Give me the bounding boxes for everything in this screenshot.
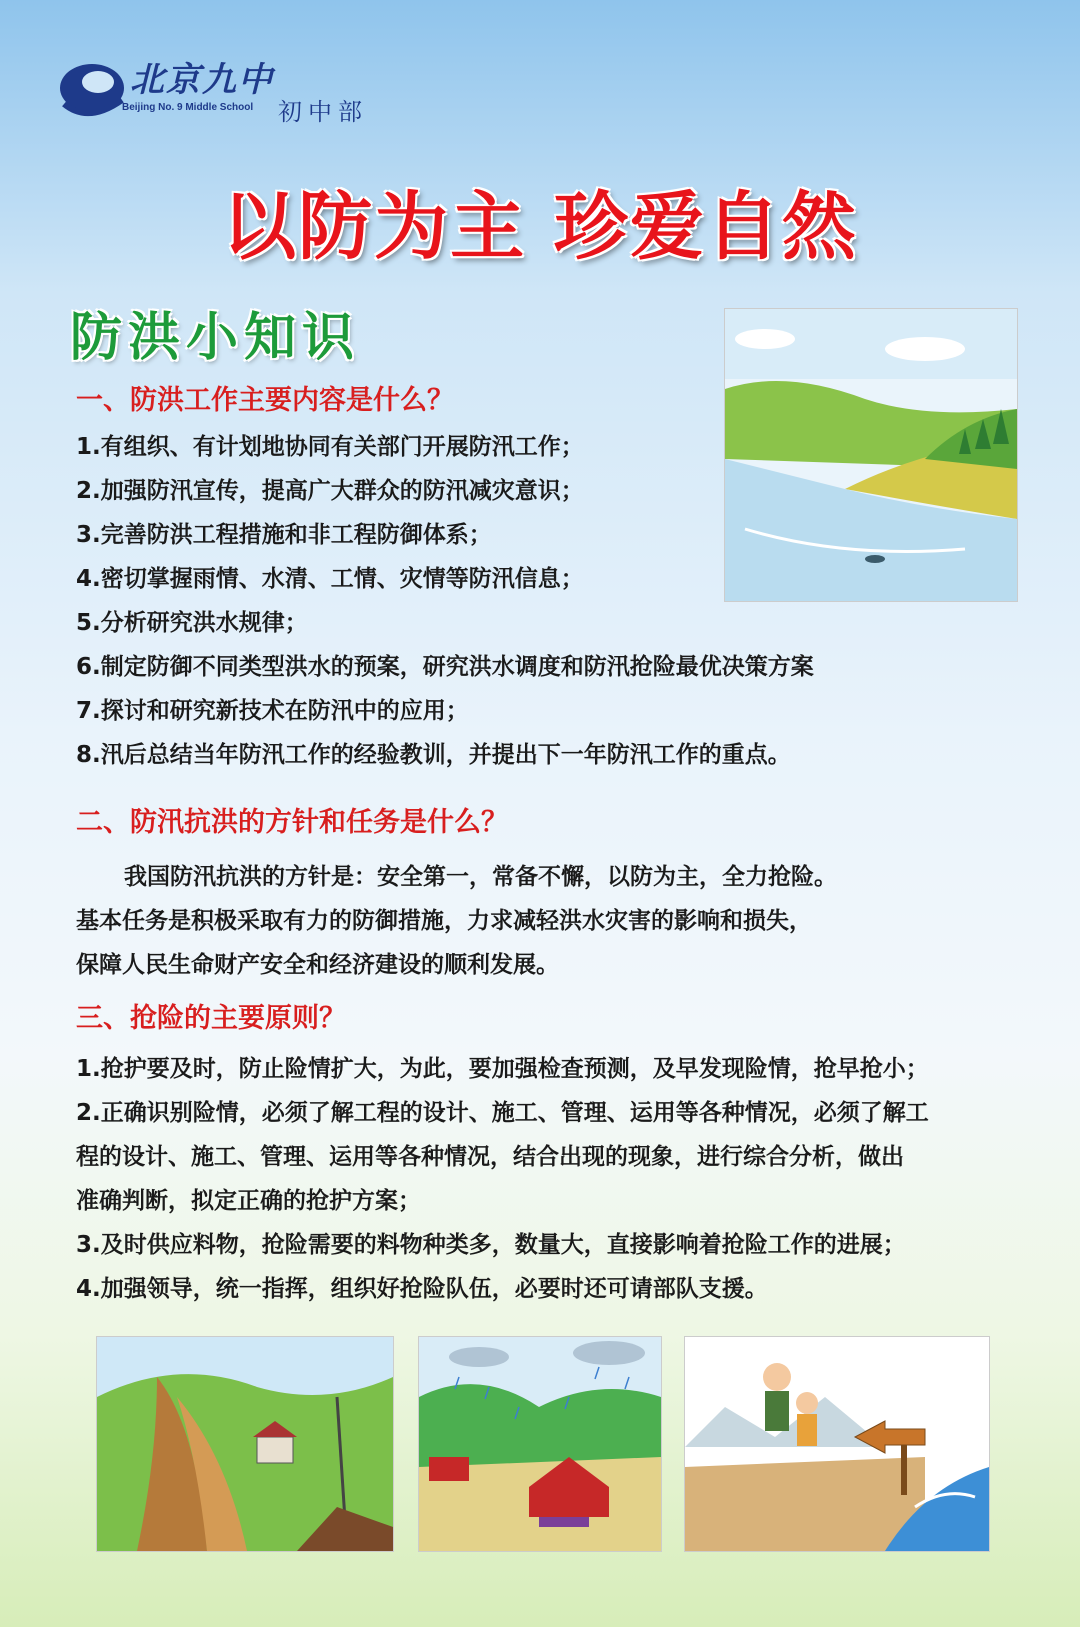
- section2-heading: 二、防汛抗洪的方针和任务是什么？: [76, 807, 508, 838]
- section2-line: 我国防汛抗洪的方针是：安全第一，常备不懈，以防为主，全力抢险。: [124, 864, 837, 890]
- landslide-illustration: [96, 1336, 394, 1552]
- river-landscape-illustration: [724, 308, 1018, 602]
- evacuation-illustration: [684, 1336, 990, 1552]
- school-name-en: Beijing No. 9 Middle School: [122, 102, 254, 113]
- rain-flood-illustration: [418, 1336, 662, 1552]
- school-department: 初中部: [278, 98, 368, 126]
- section3-line: 1.抢护要及时，防止险情扩大，为此，要加强检查预测，及早发现险情，抢早抢小；: [76, 1056, 929, 1082]
- school-logo: [58, 50, 398, 130]
- section1-item: 1.有组织、有计划地协同有关部门开展防汛工作；: [76, 434, 584, 460]
- section1-item: 7.探讨和研究新技术在防汛中的应用；: [76, 698, 469, 724]
- section3-line: 2.正确识别险情，必须了解工程的设计、施工、管理、运用等各种情况，必须了解工: [76, 1100, 929, 1126]
- section2-line: 基本任务是积极采取有力的防御措施，力求减轻洪水灾害的影响和损失，: [76, 908, 812, 934]
- section3-line: 3.及时供应料物，抢险需要的料物种类多，数量大，直接影响着抢险工作的进展；: [76, 1232, 906, 1258]
- section3-line: 程的设计、施工、管理、运用等各种情况，结合出现的现象，进行综合分析，做出: [76, 1144, 904, 1170]
- page-subtitle: 防洪小知识: [70, 308, 361, 368]
- section3-heading: 三、抢险的主要原则？: [76, 1003, 346, 1034]
- page-title: 以防为主 珍爱自然: [222, 184, 858, 270]
- section1-item: 2.加强防汛宣传，提高广大群众的防汛减灾意识；: [76, 478, 584, 504]
- section1-item: 4.密切掌握雨情、水清、工情、灾情等防汛信息；: [76, 566, 584, 592]
- section2-line: 保障人民生命财产安全和经济建设的顺利发展。: [76, 952, 559, 978]
- section1-item: 6.制定防御不同类型洪水的预案，研究洪水调度和防汛抢险最优决策方案: [76, 654, 814, 680]
- section1-item: 8.汛后总结当年防汛工作的经验教训，并提出下一年防汛工作的重点。: [76, 742, 791, 768]
- section1-item: 3.完善防洪工程措施和非工程防御体系；: [76, 522, 492, 548]
- school-name-cn: 北京九中: [130, 60, 274, 100]
- section3-line: 准确判断，拟定正确的抢护方案；: [76, 1188, 421, 1214]
- section1-heading: 一、防洪工作主要内容是什么？: [76, 385, 454, 416]
- section3-line: 4.加强领导，统一指挥，组织好抢险队伍，必要时还可请部队支援。: [76, 1276, 768, 1302]
- section1-item: 5.分析研究洪水规律；: [76, 610, 308, 636]
- school-emblem-icon: [58, 54, 128, 120]
